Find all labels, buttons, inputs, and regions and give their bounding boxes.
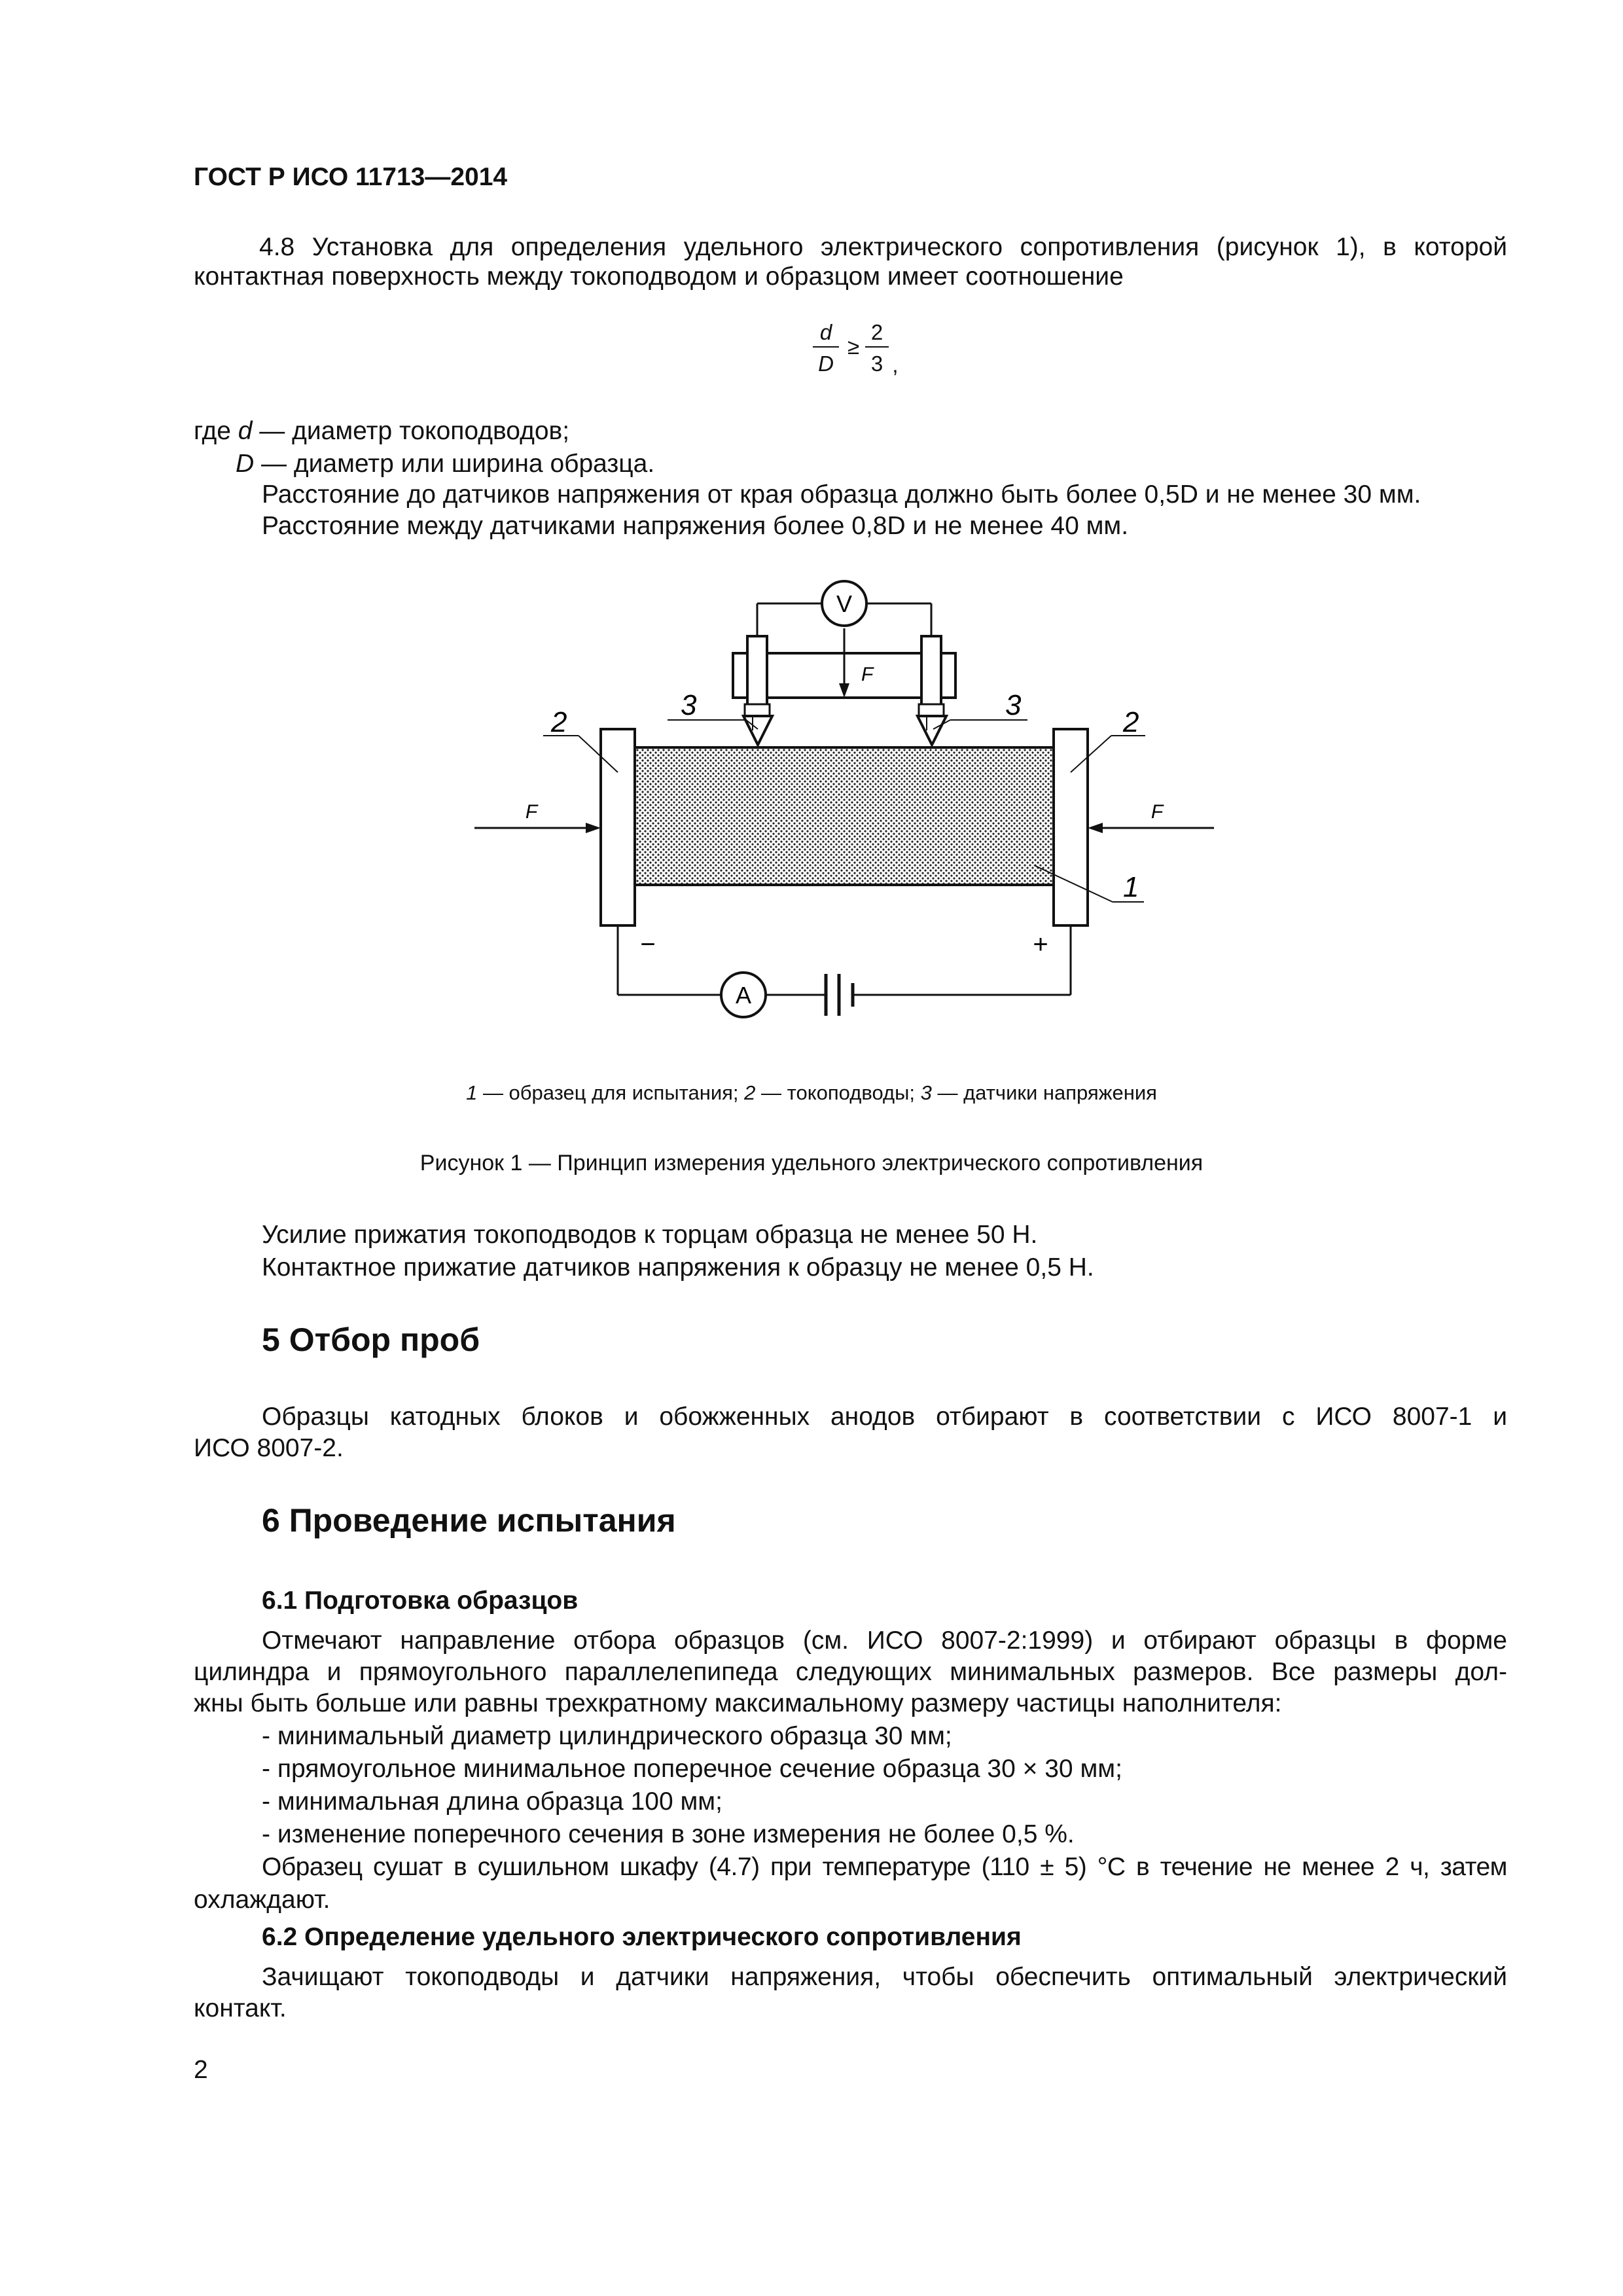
voltage-sensor-left — [743, 716, 772, 745]
where-D-text: — диаметр или ширина образца. — [254, 450, 655, 478]
formula-operator: ≥ — [847, 334, 860, 359]
voltage-sensor-right — [918, 716, 946, 745]
current-lead-left — [601, 729, 635, 925]
clamp-force-line: Усилие прижатия токоподводов к торцам образца не менее 50 Н. — [262, 1221, 1038, 1249]
section-6-2-line1: Зачищают токоподводы и датчики напряжения, чтобы обеспечить оптимальный электрический — [262, 1963, 1507, 1991]
subsection-6-2-title: 6.2 Определение удельного электрического сопротивления — [262, 1923, 1022, 1951]
list-item: - прямоугольное минимальное поперечное сечение образца 30 × 30 мм; — [262, 1755, 1122, 1783]
section-4-8-line2: контактная поверхность между токоподводом и образцом имеет соотношение — [194, 262, 1124, 291]
label-force-top: F — [861, 664, 874, 685]
section-6-2-line2: контакт. — [194, 1994, 287, 2022]
figure-legend — [0, 1081, 1623, 1105]
test-sample — [635, 747, 1054, 885]
distance-to-sensors: Расстояние до датчиков напряжения от края образца должно быть более 0,5D и не менее 30 мм. — [262, 480, 1421, 509]
formula-denominator-D: D — [818, 351, 834, 376]
formula-numerator-d: d — [819, 320, 832, 344]
ammeter-label: A — [735, 982, 752, 1009]
list-item: - минимальный диаметр цилиндрического образца 30 мм; — [262, 1722, 952, 1750]
figure-caption: Рисунок 1 — Принцип измерения удельного электрического сопротивления — [419, 1151, 1204, 1175]
distance-between-sensors: Расстояние между датчиками напряжения более 0,8D и не менее 40 мм. — [262, 512, 1129, 540]
label-3-right: 3 — [1005, 689, 1022, 721]
subsection-6-1-title: 6.1 Подготовка образцов — [262, 1587, 579, 1615]
where-d-line — [194, 415, 569, 448]
where-d-text: — диаметр токоподводов; — [252, 417, 570, 445]
force-arrow-left — [474, 823, 601, 833]
where-d-symbol: d — [238, 417, 253, 445]
legend-2-text: — токоподводы; — [755, 1081, 921, 1104]
document-code: ГОСТ Р ИСО 11713—2014 — [194, 163, 508, 191]
legend-3-number: 3 — [920, 1081, 932, 1104]
section-6-title: 6 Проведение испытания — [262, 1502, 676, 1539]
label-minus: − — [640, 930, 656, 959]
section-5-line2: ИСО 8007-2. — [194, 1434, 344, 1462]
force-arrow-right — [1088, 823, 1214, 833]
legend-2-number: 2 — [744, 1081, 756, 1104]
label-force-right: F — [1150, 801, 1164, 823]
formula-denominator-3: 3 — [870, 351, 883, 376]
legend-1-text: — образец для испытания; — [477, 1081, 745, 1104]
callout-3-left — [668, 720, 758, 729]
label-3-left: 3 — [681, 689, 697, 721]
legend-3-text: — датчики напряжения — [931, 1081, 1157, 1104]
legend-1-number: 1 — [466, 1081, 478, 1104]
drying-line1: Образец сушат в сушильном шкафу (4.7) при температуре (110 ± 5) °С в течение не менее 2 ч, затем — [262, 1853, 1507, 1881]
where-prefix: где — [194, 417, 238, 445]
formula-fraction-bar — [813, 346, 839, 348]
label-force-left: F — [525, 801, 538, 823]
sensor-contact-line: Контактное прижатие датчиков напряжения к образцу не менее 0,5 Н. — [262, 1253, 1094, 1282]
label-2-left: 2 — [551, 706, 567, 738]
measurement-setup-diagram — [458, 576, 1230, 1047]
battery-icon — [826, 974, 853, 1016]
label-2-right: 2 — [1123, 706, 1139, 738]
list-item: - минимальная длина образца 100 мм; — [262, 1787, 722, 1816]
list-item: - изменение поперечного сечения в зоне измерения не более 0,5 %. — [262, 1820, 1075, 1848]
where-D-line — [236, 448, 654, 480]
page-number: 2 — [194, 2056, 208, 2084]
section-6-1-line3: жны быть больше или равны трехкратному максимальному размеру частицы наполнителя: — [194, 1689, 1282, 1717]
formula-fraction-bar-2 — [865, 346, 889, 348]
formula-comma: , — [892, 353, 899, 377]
voltmeter-label: V — [836, 590, 853, 617]
formula-numerator-2: 2 — [870, 320, 883, 344]
current-circuit — [618, 925, 1071, 995]
callout-3-right — [933, 720, 1027, 729]
section-5-line1: Образцы катодных блоков и обожженных анодов отбирают в соответствии с ИСО 8007-1 и — [262, 1403, 1507, 1431]
section-6-1-line2: цилиндра и прямоугольного параллелепипеда следующих минимальных размеров. Все размеры дол- — [194, 1658, 1507, 1686]
drying-line2: охлаждают. — [194, 1886, 330, 1914]
label-1: 1 — [1123, 871, 1139, 903]
section-4-8-line1: 4.8 Установка для определения удельного электрического сопротивления (рисунок 1), в которой — [259, 233, 1507, 261]
current-lead-right — [1054, 729, 1088, 925]
label-plus: + — [1033, 930, 1048, 959]
section-5-title: 5 Отбор проб — [262, 1321, 480, 1358]
where-D-symbol: D — [236, 450, 255, 478]
section-6-1-line1: Отмечают направление отбора образцов (см. ИСО 8007-2:1999) и отбирают образцы в форме — [262, 1626, 1507, 1655]
